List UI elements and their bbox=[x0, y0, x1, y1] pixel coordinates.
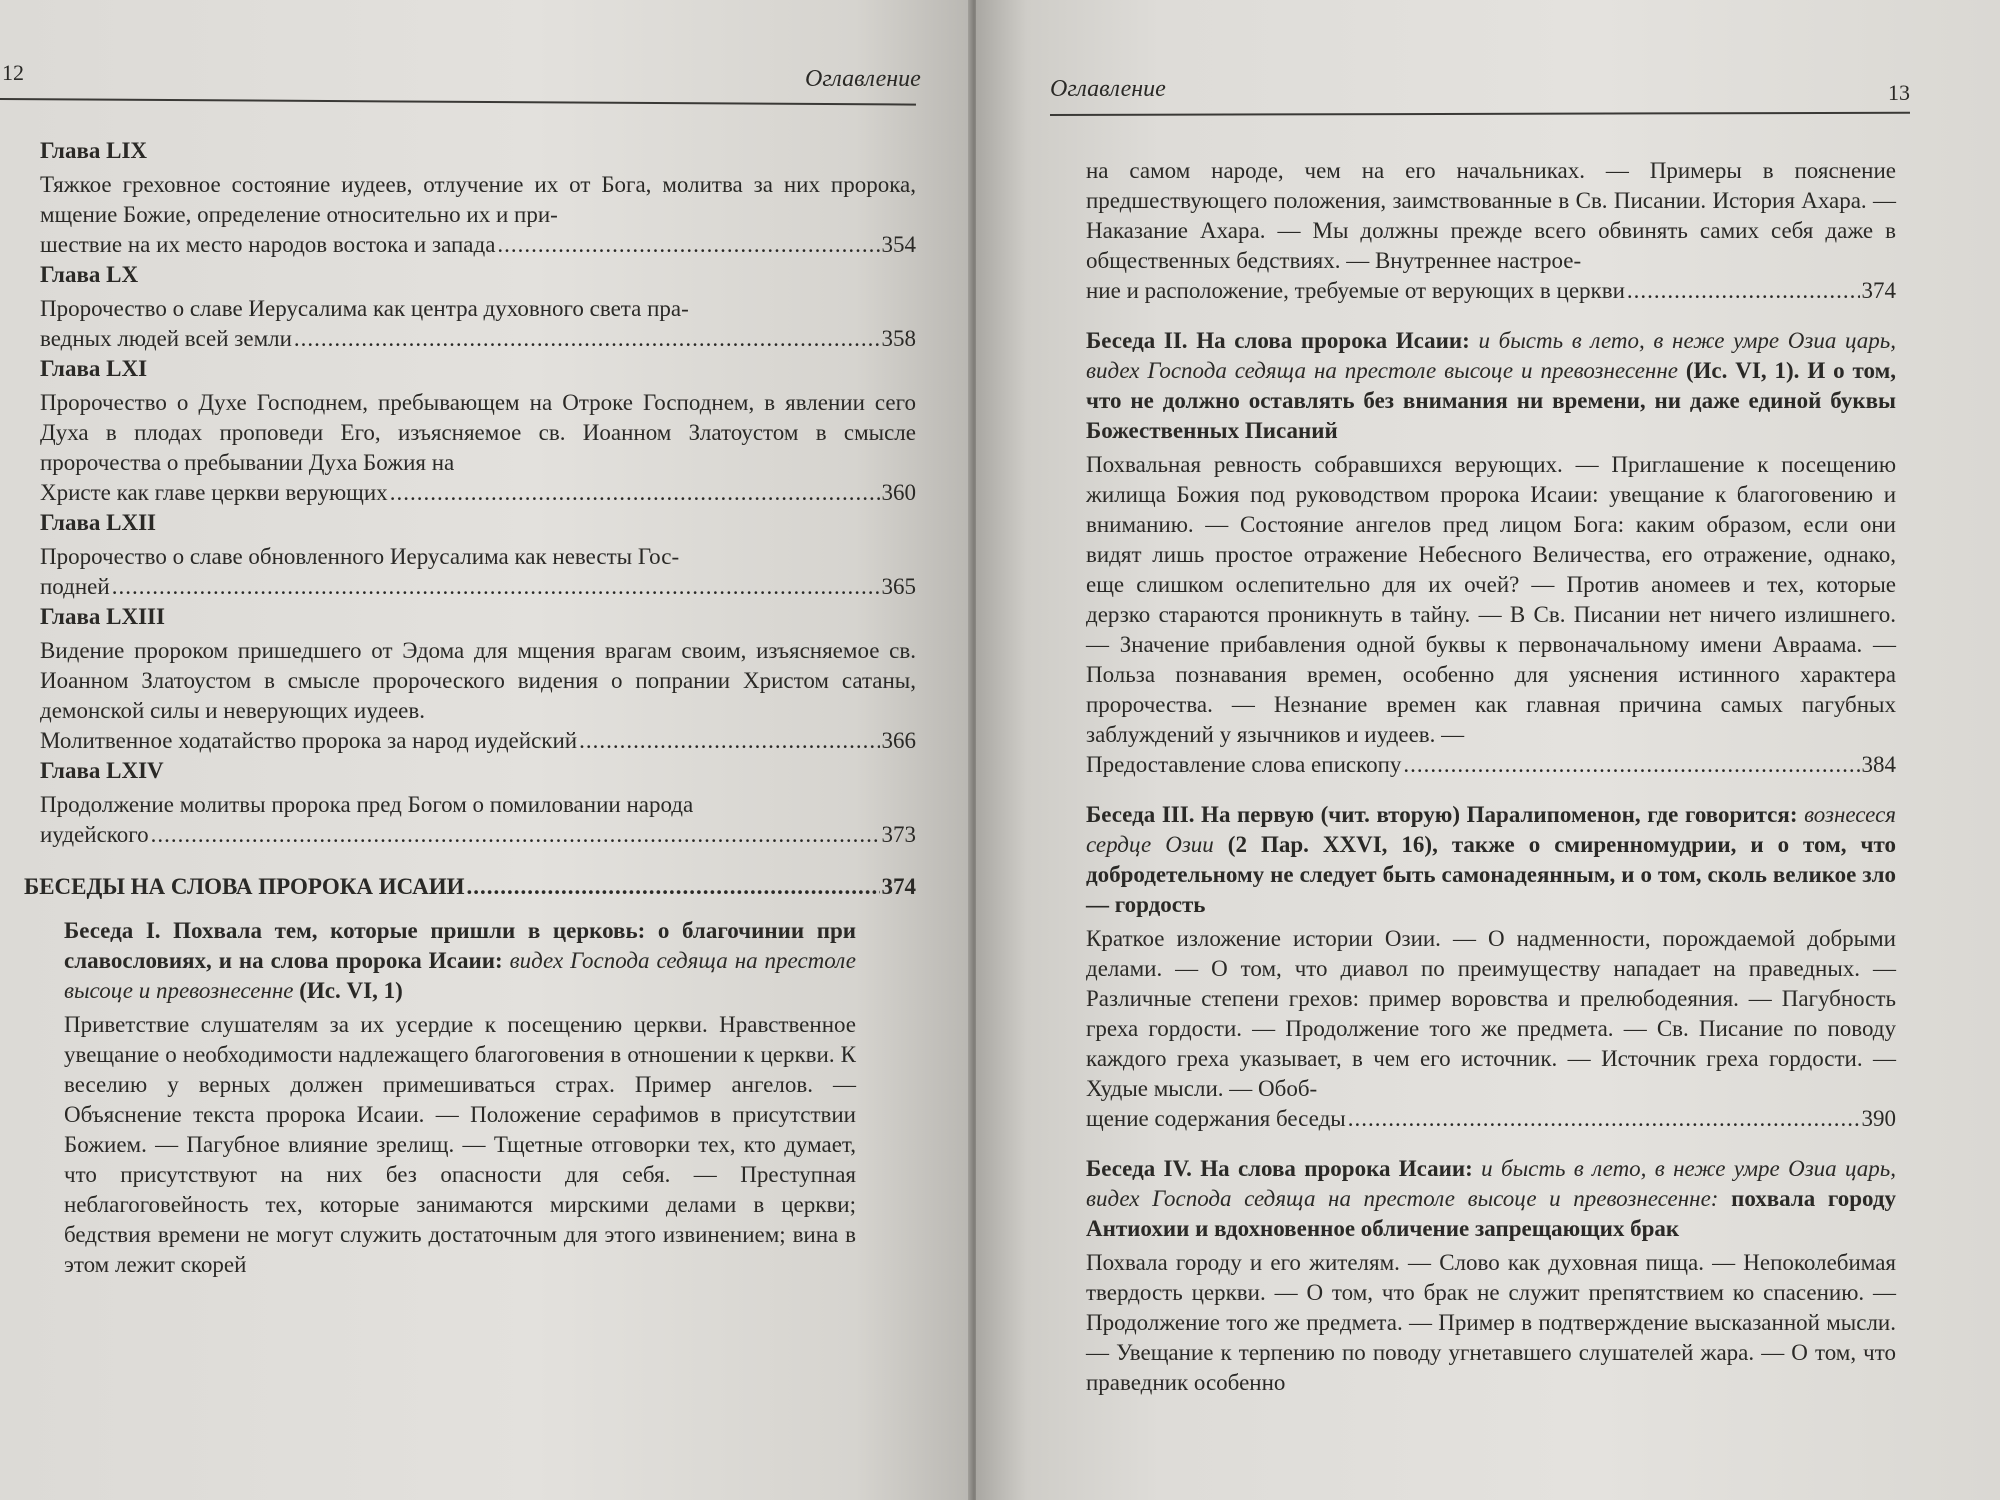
section-title: БЕСЕДЫ НА СЛОВА ПРОРОКА ИСАИИ bbox=[24, 874, 465, 899]
page-ref: 390 bbox=[1861, 1106, 1896, 1131]
chapter-desc: Продолжение молитвы пророка пред Богом о помиловании народа bbox=[40, 792, 694, 817]
dot-leader bbox=[1403, 750, 1859, 780]
beseda-title-ref: (Ис. VI, 1) bbox=[293, 978, 403, 1003]
chapter-desc: Тяжкое греховное состояние иудеев, отлучение их от Бога, молитва за них пророка, мщение Божие, определение относительно их и при- bbox=[40, 172, 916, 227]
beseda-desc: Краткое изложение истории Озии. — О надменности, порождаемой добрыми делами. — О том, что диавол по преимуществу нападает на праведных. — Различные степени грехов: пример воровства и прелюбодеяния. — Пагубность греха гордости. — Продолжение того же предмета. — Св. Писание по поводу каждого греха указывает, в чем его источник. — Источник греха гордости. — Худые мысли. — Обоб- bbox=[1086, 926, 1896, 1101]
chapter-desc-last: Молитвенное ходатайство пророка за народ иудейский bbox=[40, 728, 578, 753]
beseda-title bbox=[1086, 800, 1896, 920]
dot-leader bbox=[151, 820, 880, 850]
chapter-title: Глава LXI bbox=[40, 356, 148, 381]
left-page bbox=[0, 0, 972, 1500]
page-ref: 360 bbox=[881, 480, 916, 505]
chapter-desc: Пророчество о славе обновленного Иерусалима как невесты Гос- bbox=[40, 544, 680, 569]
beseda-desc-last: щение содержания беседы bbox=[1086, 1106, 1346, 1131]
toc-left bbox=[24, 136, 916, 1280]
beseda-title-bold: Беседа IV. На слова пророка Исаии: bbox=[1086, 1156, 1482, 1181]
header-rule-left bbox=[0, 98, 916, 106]
page-ref: 373 bbox=[881, 822, 916, 847]
toc-leader-line bbox=[40, 572, 916, 602]
toc-entry-ch64 bbox=[40, 756, 916, 850]
beseda-title bbox=[64, 916, 856, 1006]
chapter-desc-last: иудейского bbox=[40, 822, 149, 847]
beseda-desc-last: Предоставление слова епископу bbox=[1086, 752, 1402, 777]
toc-entry-beseda4 bbox=[1086, 1154, 1896, 1398]
chapter-title: Глава LXIII bbox=[40, 604, 165, 629]
beseda-desc: на самом народе, чем на его начальниках. — Примеры в пояснение предшествующего положения, заимствованные в Св. Писании. История Ахара. — Наказание Ахара. — Мы должны прежде всего обвинять самих себя даже в общественных бедствиях. — Внутреннее настрое- bbox=[1086, 158, 1896, 273]
toc-leader-line bbox=[40, 230, 916, 260]
toc-entry-ch61 bbox=[40, 354, 916, 508]
toc-entry-beseda1 bbox=[40, 916, 916, 1280]
page-number-left: 12 bbox=[2, 60, 24, 85]
chapter-desc: Пророчество о Духе Господнем, пребывающем на Отроке Господнем, в явлении сего Духа в плодах проповеди Его, изъясняемое св. Иоанном Златоустом в смысле пророчества о пребывании Духа Божия на bbox=[40, 390, 916, 475]
toc-entry-ch59 bbox=[40, 136, 916, 260]
right-page bbox=[976, 0, 2000, 1500]
dot-leader bbox=[1627, 276, 1860, 306]
beseda-title-italic: вознесеся сердце Озии bbox=[1086, 802, 1896, 857]
dot-leader bbox=[467, 872, 880, 902]
page-ref: 358 bbox=[881, 326, 916, 351]
beseda-title-bold: Беседа II. На слова пророка Исаии: bbox=[1086, 328, 1479, 353]
beseda-desc: Похвальная ревность собравшихся верующих. — Приглашение к посещению жилища Божия под руководством пророка Исаии: увещание к благоговению и вниманию. — Состояние ангелов пред лицом Бога: каким образом, если они видят лишь простое отражение Небесного Величества, его отражение, однако, еще слишком ослепительно для их очей? — Против аномеев и тех, которые дерзко стараются проникнуть в тайну. — В Св. Писании нет ничего излишнего. — Значение прибавления одной буквы к первоначальному имени Авраама. — Польза познавания времен, особенно для уяснения истинного характера пророчества. — Незнание времен как главная причина самых пагубных заблуждений у язычников и иудеев. — bbox=[1086, 452, 1896, 747]
toc-leader-line bbox=[1086, 750, 1896, 780]
chapter-desc-last: Христе как главе церкви верующих bbox=[40, 480, 388, 505]
beseda-title-rest: похвала городу Антиохии и вдохновенное обличение запрещающих брак bbox=[1086, 1186, 1897, 1241]
chapter-desc: Пророчество о славе Иерусалима как центра духовного света пра- bbox=[40, 296, 689, 321]
dot-leader bbox=[497, 230, 879, 260]
beseda-desc: Похвала городу и его жителям. — Слово как духовная пища. — Непоколебимая твердость церкви. — О том, что брак не служит препятствием ко спасению. — Продолжение того же предмета. — Пример в подтверждение высказанной мысли. — Увещание к терпению по поводу угнетавшего слушателей жара. — О том, что праведник особенно bbox=[1086, 1250, 1896, 1395]
chapter-desc-last: ведных людей всей земли bbox=[40, 326, 292, 351]
beseda-title-rest: (2 Пар. XXVI, 16), также о смиренномудрии, и о том, что добродетельному не следует быть самонадеянным, и о том, сколь великое зло — гордость bbox=[1086, 832, 1896, 917]
toc-entry-ch60 bbox=[40, 260, 916, 354]
chapter-title: Глава LIX bbox=[40, 138, 148, 163]
beseda-desc: Приветствие слушателям за их усердие к посещению церкви. Нравственное увещание о необходимости надлежащего благоговения в отношении к церкви. К веселию у верных должен примешиваться страх. Пример ангелов. — Объяснение текста пророка Исаии. — Положение серафимов в присутствии Божием. — Пагубное влияние зрелищ. — Тщетные отговорки тех, кто думает, что присутствуют на них без опасности для себя. — Преступная неблагоговейность тех, которые занимаются мирскими делами в церкви; бедствия времени не могут служить достаточным для этого извинением; вина в этом лежит скорей bbox=[64, 1012, 856, 1277]
dot-leader bbox=[1348, 1104, 1860, 1134]
chapter-title: Глава LXII bbox=[40, 510, 156, 535]
toc-leader-line bbox=[40, 726, 916, 756]
toc-leader-line bbox=[40, 478, 916, 508]
beseda-desc-last: ние и расположение, требуемые от верующих в церкви bbox=[1086, 278, 1625, 303]
toc-leader-line bbox=[1086, 276, 1896, 306]
chapter-desc-last: подней bbox=[40, 574, 110, 599]
dot-leader bbox=[390, 478, 880, 508]
beseda-title-rest: (Ис. VI, 1). И о том, что не должно оставлять без внимания ни времени, ни даже единой буквы Божественных Писаний bbox=[1086, 358, 1896, 443]
dot-leader bbox=[112, 572, 880, 602]
toc-entry-beseda2 bbox=[1086, 326, 1896, 780]
page-ref: 365 bbox=[881, 574, 916, 599]
beseda-title bbox=[1086, 1154, 1896, 1244]
toc-entry-ch63 bbox=[40, 602, 916, 756]
beseda-title-italic: и бысть в лето, в неже умре Озиа царь, видех Господа седяща на престоле высоце и превознесенне: bbox=[1086, 1156, 1896, 1211]
running-head-left: Оглавление bbox=[805, 66, 921, 92]
beseda-title bbox=[1086, 326, 1896, 446]
beseda-title-italic: видех Господа седяща на престоле высоце и превознесенне bbox=[64, 948, 856, 1003]
header-rule-right bbox=[1050, 112, 1910, 116]
page-ref: 374 bbox=[881, 874, 916, 899]
running-head-right: Оглавление bbox=[1050, 76, 1166, 102]
section-heading bbox=[24, 872, 916, 902]
dot-leader bbox=[579, 726, 879, 756]
beseda-title-bold: Беседа I. Похвала тем, которые пришли в церковь: о благочинии при славословиях, и на слова пророка Исаии: bbox=[64, 918, 856, 973]
toc-leader-line bbox=[40, 324, 916, 354]
page-ref: 374 bbox=[1861, 278, 1896, 303]
beseda-title-bold: Беседа III. На первую (чит. вторую) Паралипоменон, где говорится: bbox=[1086, 802, 1805, 827]
dot-leader bbox=[294, 324, 880, 354]
toc-entry-beseda1-cont bbox=[1086, 156, 1896, 306]
toc-right bbox=[1086, 156, 1896, 1398]
chapter-desc-last: шествие на их место народов востока и запада bbox=[40, 232, 496, 257]
chapter-desc: Видение пророком пришедшего от Эдома для мщения врагам своим, изъясняемое св. Иоанном Златоустом в смысле пророческого видения о попрании Христом сатаны, демонской силы и неверующих иудеев. bbox=[40, 638, 916, 723]
toc-leader-line bbox=[40, 820, 916, 850]
toc-leader-line bbox=[1086, 1104, 1896, 1134]
page-ref: 384 bbox=[1861, 752, 1896, 777]
chapter-title: Глава LX bbox=[40, 262, 139, 287]
page-ref: 354 bbox=[881, 232, 916, 257]
beseda-title-italic: и бысть в лето, в неже умре Озиа царь, видех Господа седяща на престоле высоце и превознесенне bbox=[1086, 328, 1896, 383]
page-ref: 366 bbox=[881, 728, 916, 753]
page-number-right: 13 bbox=[1888, 80, 1910, 105]
chapter-title: Глава LXIV bbox=[40, 758, 164, 783]
toc-entry-ch62 bbox=[40, 508, 916, 602]
toc-entry-beseda3 bbox=[1086, 800, 1896, 1134]
